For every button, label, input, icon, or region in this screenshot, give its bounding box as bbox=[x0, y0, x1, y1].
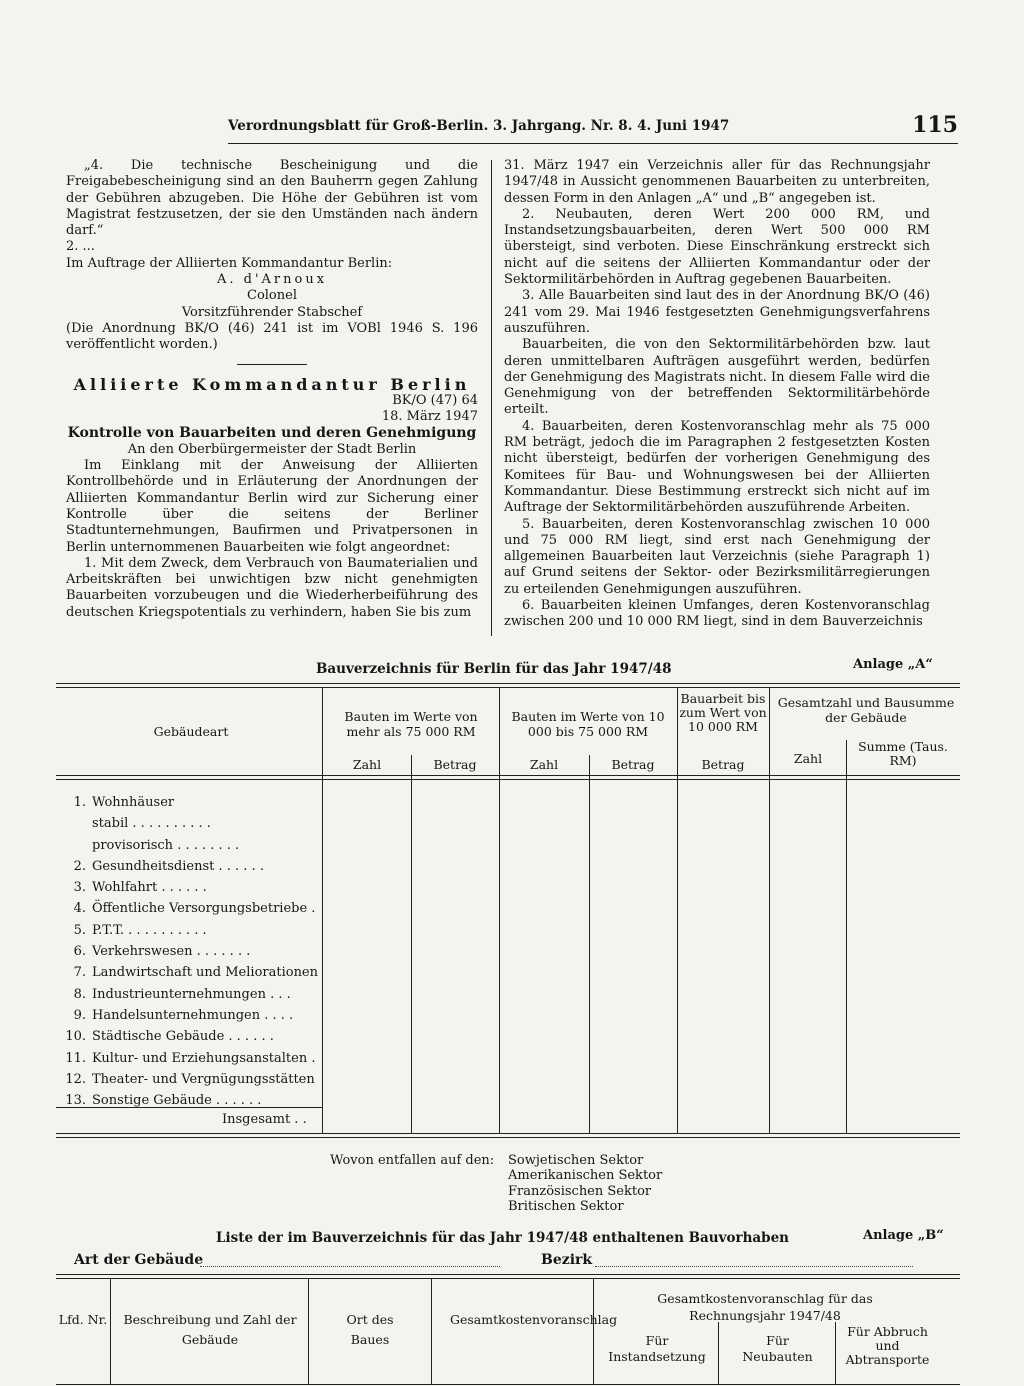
table-row: 9. Handelsunternehmungen . . . . bbox=[73, 1007, 294, 1023]
paragraph: 31. März 1947 ein Verzeichnis aller für das Rechnungsjahr 1947/48 in Aussicht genommenen Bauarbeiten zu unterbreiten, dessen Form in den Anlagen „A“ und „B“ angegeben ist. bbox=[504, 158, 930, 206]
table-row: provisorisch . . . . . . . . bbox=[92, 837, 240, 853]
table-row: 3. Wohlfahrt . . . . . . bbox=[73, 880, 207, 896]
paragraph: 2. ... bbox=[66, 239, 95, 255]
table-a-bottom-rule bbox=[56, 1133, 960, 1134]
art-label: Art der Gebäude bbox=[74, 1252, 204, 1268]
sector-list bbox=[508, 1153, 662, 1214]
table-b-top-rule-2 bbox=[56, 1278, 960, 1279]
col-betrag: Betrag bbox=[611, 757, 655, 772]
col-summe: Summe (Taus. RM) bbox=[858, 739, 948, 768]
table-a-top-rule bbox=[56, 683, 960, 684]
table-row: 6. Verkehrswesen . . . . . . . bbox=[73, 944, 251, 960]
col-line bbox=[593, 1278, 594, 1384]
header-rule bbox=[228, 143, 958, 144]
bezirk-fill-line bbox=[595, 1266, 913, 1267]
table-a-header-rule-2 bbox=[56, 779, 960, 780]
col-header-beschreibung: Beschreibung und Zahl der Gebäude bbox=[123, 1312, 297, 1347]
col-header-abbruch: Für Abbruch und Abtransporte bbox=[845, 1324, 930, 1367]
signature-rank: Colonel bbox=[247, 288, 297, 304]
order-ref: BK/O (47) 64 bbox=[392, 392, 478, 408]
paragraph: 4. Bauarbeiten, deren Kostenvoranschlag mehr als 75 000 RM beträgt, jedoch die im Paragraphen 2 festgesetzten Kosten nicht übersteigt, bedürfen der vorherigen Genehmigung des Komitees für Bau- und Wohnungswesen bei der Alliierten Kommandantur. Diese Bestimmung erstreckt sich nicht auf im Auftrage der Sektormilitärbehörden auszuführende Arbeiten. bbox=[504, 418, 930, 516]
col-betrag: Betrag bbox=[701, 757, 745, 772]
table-a-title: Bauverzeichnis für Berlin für das Jahr 1947/48 bbox=[316, 661, 672, 677]
col-header-gesamt: Gesamtkostenvoranschlag bbox=[450, 1312, 618, 1327]
paragraph: (Die Anordnung BK/O (46) 241 ist im VOBl 1946 S. 196 veröffentlicht worden.) bbox=[66, 320, 478, 353]
paragraph: Im Einklang mit der Anweisung der Alliierten Kontrollbehörde und in Erläuterung der Anordnungen der Alliierten Kommandantur Berlin wird zur Sicherung einer Kontrolle über die seitens der Berliner Stadtunternehmungen, Baufirmen und Privatpersonen in Berlin unternommenen Bauarbeiten wie folgt angeordnet: bbox=[66, 458, 478, 555]
col-line bbox=[322, 687, 323, 1133]
running-title: Verordnungsblatt für Groß-Berlin. 3. Jahrgang. Nr. 8. 4. Juni 1947 bbox=[228, 118, 730, 134]
insgesamt-label: Insgesamt . . bbox=[222, 1112, 307, 1127]
table-row: 1. Wohnhäuser bbox=[73, 795, 175, 810]
left-column bbox=[66, 158, 478, 621]
col-header-ort: Ort des Baues bbox=[346, 1312, 394, 1347]
paragraph: Bauarbeiten, die von den Sektormilitärbehörden bzw. laut deren unmittelbaren Aufträgen ausgeführt werden, bedürfen der Genehmigung des Magistrats nicht. In diesem Falle wird die Genehmigung von der betreffenden Sektormilitärbehörde erteilt. bbox=[504, 337, 930, 418]
col-line bbox=[589, 755, 590, 1133]
paragraph: „4. Die technische Bescheinigung und die Freigabebescheinigung sind an den Bauherrn gegen Zahlung der Gebühren abzugeben. Die Höhe der Gebühren ist vom Magistrat festzusetzen, der sie den Umständen nach ändern darf.“ bbox=[66, 158, 478, 239]
order-subject: Kontrolle von Bauarbeiten und deren Genehmigung bbox=[67, 425, 477, 442]
col-line bbox=[718, 1322, 719, 1384]
bezirk-label: Bezirk bbox=[541, 1252, 593, 1268]
col-zahl: Zahl bbox=[352, 757, 382, 772]
table-row: stabil . . . . . . . . . . bbox=[92, 816, 211, 832]
col-line bbox=[110, 1278, 111, 1384]
separator bbox=[237, 364, 307, 365]
list-item: Amerikanischen Sektor bbox=[508, 1168, 663, 1184]
addressee: An den Oberbürgermeister der Stadt Berlin bbox=[127, 441, 417, 457]
table-b-title: Liste der im Bauverzeichnis für das Jahr 1947/48 enthaltenen Bauvorhaben bbox=[216, 1230, 789, 1246]
paragraph: 5. Bauarbeiten, deren Kostenvoranschlag zwischen 10 000 und 75 000 RM liegt, sind erst nach Genehmigung der allgemeinen Bauarbeiten laut Verzeichnis (siehe Paragraph 1) auf Grund seitens der Sektor- oder Bezirksmilitärregierungen zu erteilenden Genehmigungen auszuführen. bbox=[504, 516, 930, 597]
paragraph: Im Auftrage der Alliierten Kommandantur Berlin: bbox=[66, 255, 393, 271]
paragraph: 3. Alle Bauarbeiten sind laut des in der Anordnung BK/O (46) 241 vom 29. Mai 1946 festgesetzten Genehmigungsverfahrens auszuführen. bbox=[504, 288, 930, 336]
table-a-bottom-rule-2 bbox=[56, 1137, 960, 1138]
list-item: Französischen Sektor bbox=[508, 1183, 652, 1199]
col-line bbox=[411, 755, 412, 1133]
table-row: 10. Städtische Gebäude . . . . . . bbox=[65, 1029, 274, 1045]
table-b-anlage: Anlage „B“ bbox=[863, 1228, 944, 1243]
col-header-instandsetzung: Für Instandsetzung bbox=[608, 1333, 706, 1364]
order-date: 18. März 1947 bbox=[381, 409, 478, 425]
wovon-label: Wovon entfallen auf den: bbox=[330, 1153, 495, 1168]
col-zahl: Zahl bbox=[793, 751, 823, 766]
column-divider bbox=[491, 160, 492, 636]
signature-name: A. d'Arnoux bbox=[216, 272, 328, 288]
building-type-list bbox=[62, 792, 318, 1111]
section-heading: Alliierte Kommandantur Berlin bbox=[73, 374, 471, 394]
col-betrag: Betrag bbox=[433, 757, 477, 772]
col-header-10to75: Bauten im Werte von 10 000 bis 75 000 RM bbox=[511, 709, 665, 739]
col-header-over75: Bauten im Werte von mehr als 75 000 RM bbox=[344, 709, 478, 739]
paragraph: 6. Bauarbeiten kleinen Umfanges, deren Kostenvoranschlag zwischen 200 und 10 000 RM liegt, sind in dem Bauverzeichnis bbox=[504, 598, 930, 630]
table-row: 11. Kultur- und Erziehungsanstalten . bbox=[65, 1050, 316, 1066]
table-row: 8. Industrieunternehmungen . . . bbox=[73, 986, 291, 1002]
list-item: Sowjetischen Sektor bbox=[508, 1153, 644, 1168]
col-header-rechnungsjahr: Gesamtkostenvoranschlag für das Rechnungsjahr 1947/48 bbox=[657, 1291, 873, 1323]
table-a-anlage: Anlage „A“ bbox=[853, 657, 933, 672]
col-line bbox=[499, 687, 500, 1133]
running-header bbox=[228, 112, 958, 138]
table-row: 2. Gesundheitsdienst . . . . . . bbox=[73, 858, 264, 874]
col-header-total: Gesamtzahl und Bausumme der Gebäude bbox=[777, 695, 955, 725]
col-line bbox=[431, 1278, 432, 1384]
page-number: 115 bbox=[912, 112, 958, 138]
list-item: Britischen Sektor bbox=[508, 1198, 624, 1214]
table-row: 4. Öffentliche Versorgungsbetriebe . bbox=[73, 901, 316, 917]
table-a-top-rule-2 bbox=[56, 687, 960, 688]
col-line bbox=[835, 1322, 836, 1384]
col-line bbox=[677, 687, 678, 1133]
table-row: 12. Theater- und Vergnügungsstätten bbox=[65, 1071, 315, 1087]
col-line bbox=[769, 687, 770, 1133]
table-b-header-rule bbox=[56, 1384, 960, 1385]
art-fill-line bbox=[200, 1266, 500, 1267]
table-row: 7. Landwirtschaft und Meliorationen bbox=[73, 965, 319, 981]
col-line bbox=[846, 740, 847, 1133]
paragraph: 2. Neubauten, deren Wert 200 000 RM, und Instandsetzungsbauarbeiten, deren Wert 500 000 RM übersteigt, sind verboten. Diese Einschränkung erstreckt sich nicht auf die seitens der Alliierten Kommandantur oder der Sektormilitärbehörden in Auftrag gegebenen Bauarbeiten. bbox=[504, 206, 930, 288]
col-header-upto10: Bauarbeit bis zum Wert von 10 000 RM bbox=[679, 691, 767, 734]
table-b-top-rule bbox=[56, 1274, 960, 1275]
right-column bbox=[504, 158, 930, 631]
col-zahl: Zahl bbox=[529, 757, 559, 772]
signature-title: Vorsitzführender Stabschef bbox=[181, 304, 363, 320]
col-line bbox=[308, 1278, 309, 1384]
table-row: 13. Sonstige Gebäude . . . . . . bbox=[65, 1093, 262, 1109]
table-row: 5. P.T.T. . . . . . . . . . . bbox=[73, 922, 207, 938]
col-header-neubauten: Für Neubauten bbox=[742, 1333, 813, 1364]
col-header-lfd: Lfd. Nr. bbox=[58, 1312, 108, 1327]
paragraph: 1. Mit dem Zweck, dem Verbrauch von Baumaterialien und Arbeitskräften bei unwichtigen bzw nicht genehmigten Bauarbeiten vorzubeugen und die Wiederherbeiführung des deutschen Kriegspotentials zu verhindern, haben Sie bis zum bbox=[66, 555, 478, 620]
col-header-gebaeudeart: Gebäudeart bbox=[153, 724, 229, 739]
table-a-header-rule bbox=[56, 775, 960, 776]
